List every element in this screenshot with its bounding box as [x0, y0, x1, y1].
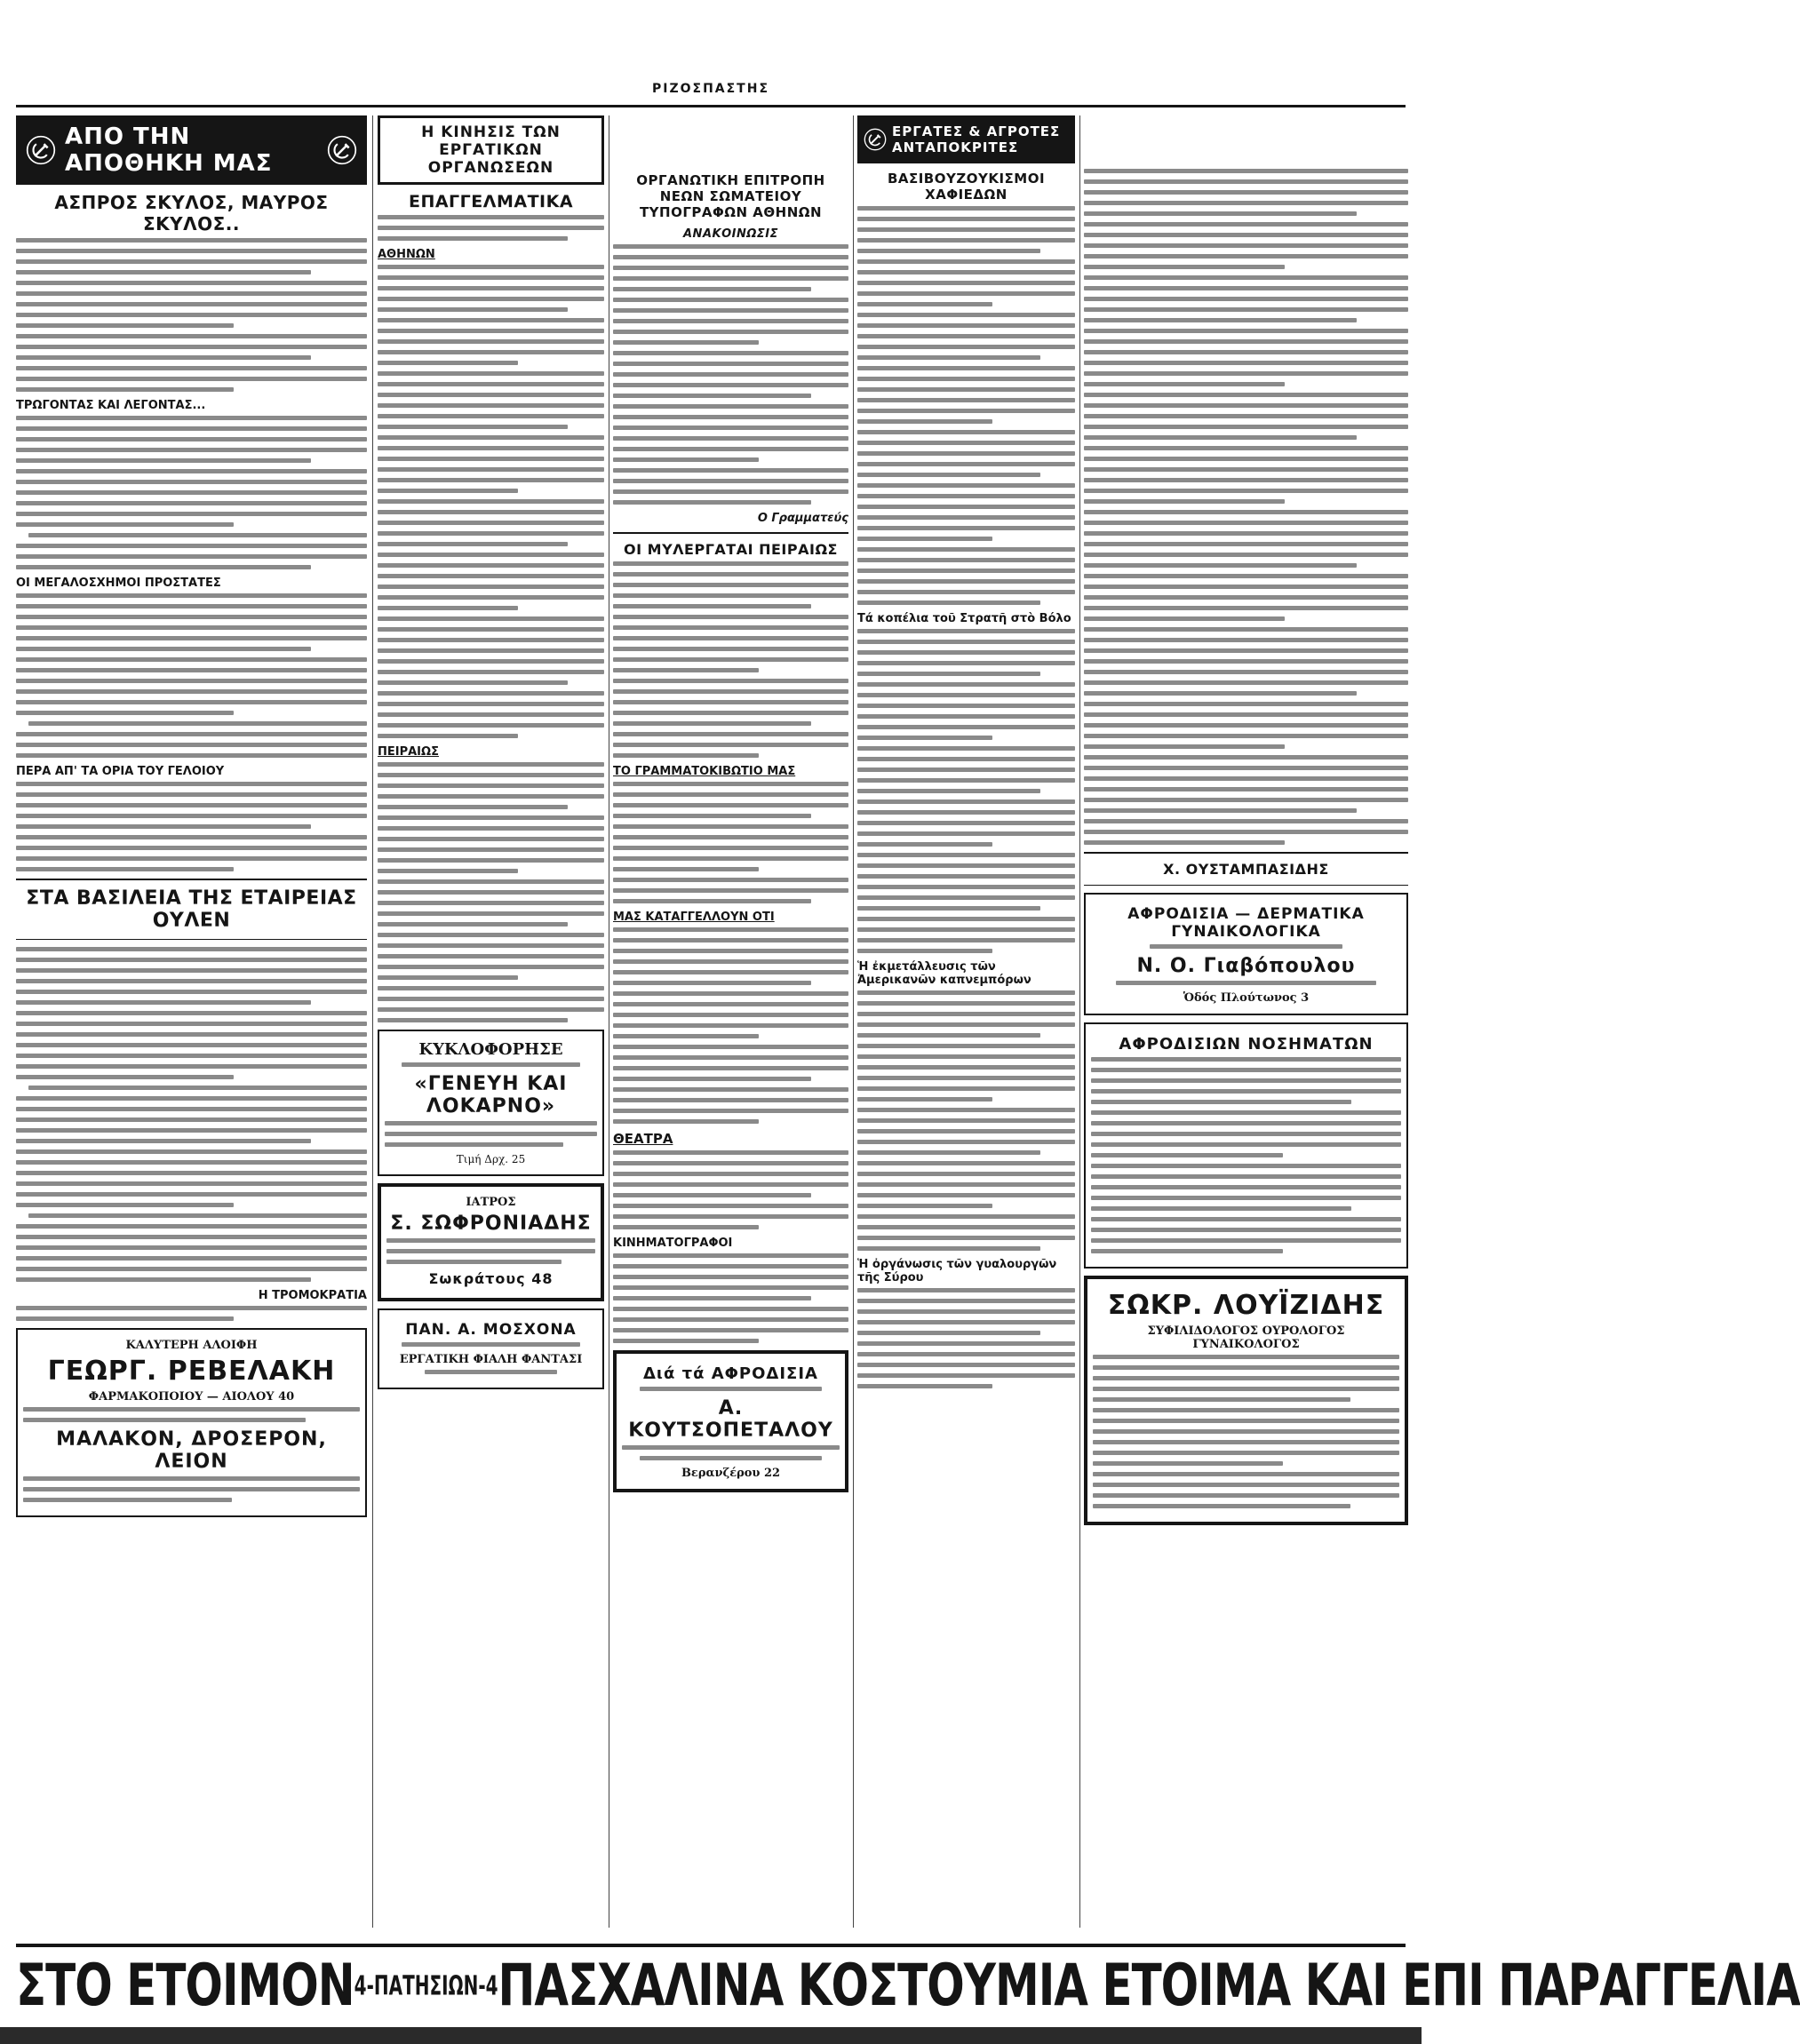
article-body [16, 593, 367, 758]
ad-address: Σωκράτους 48 [428, 1270, 554, 1287]
advertisement-book [378, 1030, 604, 1176]
article-body [857, 629, 1075, 953]
column-separator [853, 115, 854, 1928]
ad-name: Ν. Ο. Γιαβόπουλου [1136, 955, 1356, 977]
ad-name: ΓΕΩΡΓ. ΡΕΒΕΛΑΚΗ [47, 1356, 336, 1387]
divider [1084, 885, 1408, 886]
ad-label: Διά τά ΑΦΡΟΔΙΣΙΑ [643, 1364, 818, 1383]
article-body [378, 762, 604, 1022]
footer-advertisement [16, 1944, 1800, 2024]
article-body [857, 1288, 1075, 1388]
column-4 [857, 115, 1075, 1928]
masthead [0, 78, 1422, 101]
article-title: ΒΑΣΙΒΟΥΖΟΥΚΙΣΜΟΙ ΧΑΦΙΕΔΩΝ [887, 171, 1046, 203]
column-2 [378, 115, 604, 1928]
banner-text: ΑΠΟ ΤΗΝ ΑΠΟΘΗΚΗ ΜΑΣ [65, 123, 273, 177]
ad-price: Τιμή Δρχ. 25 [456, 1153, 526, 1165]
hammer-sickle-icon [327, 135, 357, 165]
column-5 [1084, 165, 1408, 1928]
ad-pharmacy: ΦΑΡΜΑΚΟΠΟΙΟΥ — ΑΙΟΛΟΥ 40 [88, 1390, 295, 1404]
ad-address: Ὁδός Πλούτωνος 3 [1183, 991, 1310, 1005]
hammer-sickle-icon [864, 128, 887, 151]
ad-label: ΙΑΤΡΟΣ [466, 1196, 516, 1209]
ad-name: ΣΩΚΡ. ΛΟΥΪΖΙΔΗΣ [1107, 1290, 1385, 1321]
article-body [613, 1253, 848, 1343]
column-3 [613, 165, 848, 1928]
sub-heading: ΤΡΩΓΟΝΤΑΣ ΚΑΙ ΛΕΓΟΝΤΑΣ... [16, 399, 206, 412]
newspaper-title: ΡΙΖΟΣΠΑΣΤΗΣ [651, 82, 770, 96]
article-body [857, 206, 1075, 605]
section-banner-correspondents [857, 115, 1075, 163]
ad-title: ΑΦΡΟΔΙΣΙΑ — ΔΕΡΜΑΤΙΚΑ ΓΥΝΑΙΚΟΛΟΓΙΚΑ [1127, 905, 1365, 941]
article-body [16, 947, 367, 1282]
section-heading: ΟΙ ΜΥΛΕΡΓΑΤΑΙ ΠΕΙΡΑΙΩΣ [624, 541, 838, 558]
section-heading: ΚΙΝΗΜΑΤΟΓΡΑΦΟΙ [613, 1237, 733, 1250]
section-heading: ΕΠΑΓΓΕΛΜΑΤΙΚΑ [408, 192, 574, 211]
ad-name: Α. ΚΟΥΤΣΟΠΕΤΑΛΟΥ [628, 1397, 833, 1442]
sub-heading: ΠΕΙΡΑΙΩΣ [378, 745, 439, 759]
footer-right: ΠΑΣΧΑΛΙΝΑ ΚΟΣΤΟΥΜΙΑ ΕΤΟΙΜΑ ΚΑΙ ΕΠΙ ΠΑΡΑΓΓΕΛΙΑ [498, 1952, 1800, 2019]
article-body [16, 782, 367, 871]
advertisement-shop [378, 1308, 604, 1389]
column-1 [16, 115, 367, 1928]
ad-line: ΕΡΓΑΤΙΚΗ ΦΙΑΛΗ ΦΑΝΤΑΣΙ [399, 1353, 583, 1366]
divider [16, 939, 367, 940]
masthead-rule [16, 105, 1406, 107]
advertisement-ointment [16, 1328, 367, 1517]
article-body [613, 782, 848, 903]
article-body [378, 215, 604, 241]
ad-title: ΑΦΡΟΔΙΣΙΩΝ ΝΟΣΗΜΑΤΩΝ [1119, 1035, 1374, 1054]
notice-label: ΑΝΑΚΟΙΝΩΣΙΣ [683, 227, 778, 241]
article-body [378, 265, 604, 738]
section-banner-labour: Η ΚΙΝΗΣΙΣ ΤΩΝ ΕΡΓΑΤΙΚΩΝ ΟΡΓΑΝΩΣΕΩΝ [378, 115, 604, 185]
owner-line: Χ. ΟΥΣΤΑΜΠΑΣΙΔΗΣ [1163, 861, 1329, 878]
article-body [16, 238, 367, 392]
scan-edge [0, 2027, 1422, 2044]
footer-address: 4-ΠΑΤΗΣΙΩΝ-4 [354, 1969, 498, 2001]
column-separator [1079, 115, 1080, 1928]
divider [1084, 852, 1408, 854]
article-body [613, 1150, 848, 1229]
article-body [16, 416, 367, 569]
column-separator [372, 115, 373, 1928]
section-heading: ΜΑΣ ΚΑΤΑΓΓΕΛΛΟΥΝ ΟΤΙ [613, 911, 775, 924]
section-heading: ΘΕΑΤΡΑ [613, 1131, 673, 1147]
advertisement-clinic-2 [1084, 1022, 1408, 1269]
sub-heading: ΟΙ ΜΕΓΑΛΟΣΧΗΜΟΙ ΠΡΟΣΤΑΤΕΣ [16, 577, 221, 590]
advertisement-clinic [613, 1350, 848, 1492]
advertisement-doctor-3 [1084, 1276, 1408, 1525]
hammer-sickle-icon [26, 135, 56, 165]
article-title: Ἡ ὀργάνωσις τῶν γυαλουργῶν τῆς Σύρου [857, 1258, 1057, 1284]
ad-name: Σ. ΣΩΦΡΟΝΙΑΔΗΣ [390, 1213, 592, 1235]
article-body [1084, 169, 1408, 845]
signature: Ο Γραμματεύς [757, 512, 848, 525]
advertisement-doctor [378, 1183, 604, 1301]
footer-left: ΣΤΟ ΕΤΟΙΜΟΝ [16, 1952, 354, 2019]
ad-address: Βερανζέρου 22 [681, 1467, 781, 1480]
ad-product: ΜΑΛΑΚΟΝ, ΔΡΟΣΕΡΟΝ, ΛΕΙΟΝ [56, 1428, 327, 1473]
sub-heading: ΠΕΡΑ ΑΠ' ΤΑ ΟΡΙΑ ΤΟΥ ΓΕΛΟΙΟΥ [16, 765, 225, 778]
ad-name: ΠΑΝ. Α. ΜΟΣΧΟΝΑ [405, 1321, 577, 1339]
oulen-title: ΣΤΑ ΒΑΣΙΛΕΙΑ ΤΗΣ ΕΤΑΙΡΕΙΑΣ ΟΥΛΕΝ [26, 887, 357, 932]
article-title: Τά κοπέλια τοῦ Στρατῆ στὸ Βόλο [857, 612, 1071, 625]
article-body [613, 927, 848, 1124]
section-heading: ΟΡΓΑΝΩΤΙΚΗ ΕΠΙΤΡΟΠΗ ΝΕΩΝ ΣΩΜΑΤΕΙΟΥ ΤΥΠΟΓΡΑΦΩΝ ΑΘΗΝΩΝ [636, 172, 825, 220]
signature: Η ΤΡΟΜΟΚΡΑΤΙΑ [258, 1289, 367, 1302]
article-body [613, 244, 848, 505]
ad-line: ΚΑΛΥΤΕΡΗ ΑΛΟΙΦΗ [125, 1339, 258, 1352]
divider [16, 879, 367, 880]
banner-text: ΕΡΓΑΤΕΣ & ΑΓΡΟΤΕΣ ΑΝΤΑΠΟΚΡΙΤΕΣ [892, 123, 1061, 155]
divider [613, 532, 848, 534]
article-body [857, 990, 1075, 1251]
advertisement-doctor-1 [1084, 893, 1408, 1015]
sub-heading: ΑΘΗΝΩΝ [378, 248, 435, 261]
ad-title: ΣΥΦΙΛΙΔΟΛΟΓΟΣ ΟΥΡΟΛΟΓΟΣ ΓΥΝΑΙΚΟΛΟΓΟΣ [1147, 1324, 1345, 1351]
article-title: Ἡ ἐκμετάλλευσις τῶν Ἀμερικανῶν καπνεμπόρων [857, 960, 1031, 987]
article-body [613, 561, 848, 758]
section-heading: ΤΟ ΓΡΑΜΜΑΤΟΚΙΒΩΤΙΟ ΜΑΣ [613, 765, 796, 778]
ad-title: «ΓΕΝΕΥΗ ΚΑΙ ΛΟΚΑΡΝΟ» [414, 1073, 568, 1117]
article-body [16, 1306, 367, 1321]
article-title: ΑΣΠΡΟΣ ΣΚΥΛΟΣ, ΜΑΥΡΟΣ ΣΚΥΛΟΣ.. [54, 192, 329, 235]
ad-label: ΚΥΚΛΟΦΟΡΗΣΕ [418, 1040, 563, 1059]
section-banner-apothiki [16, 115, 367, 185]
